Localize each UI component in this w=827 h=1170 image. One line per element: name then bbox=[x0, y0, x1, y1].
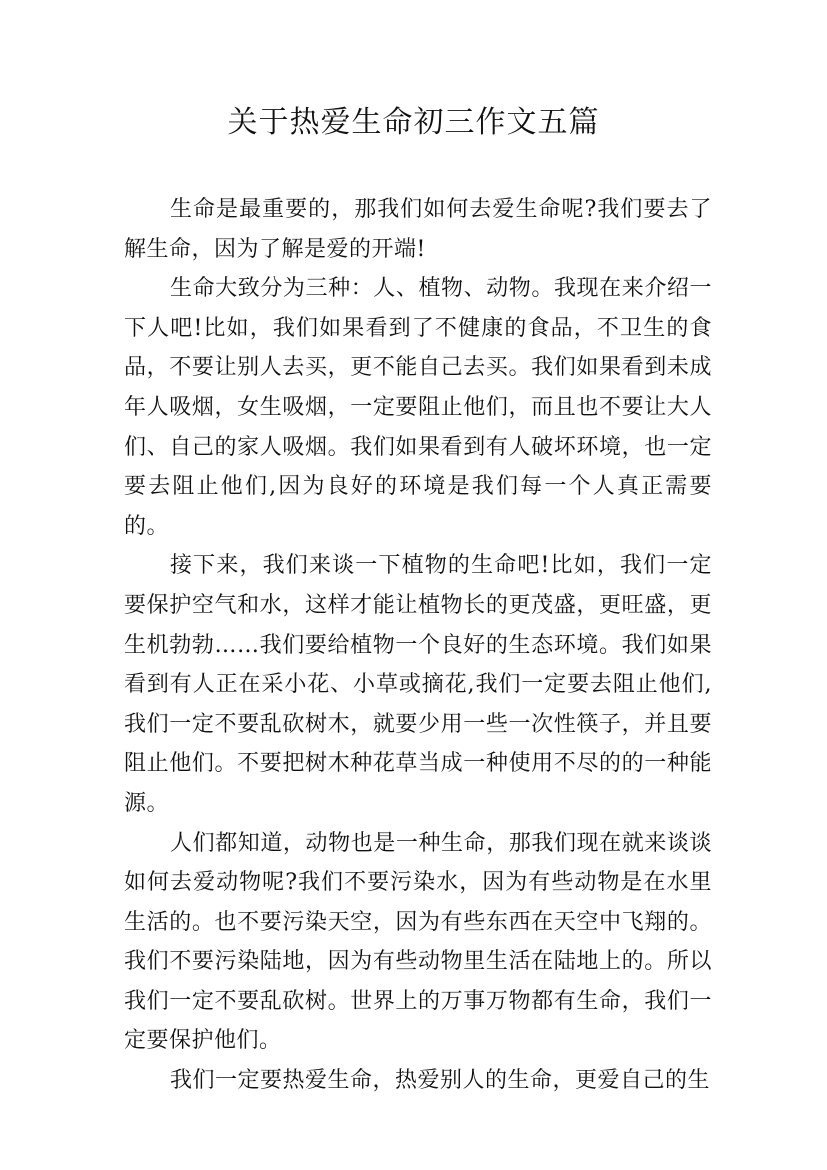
paragraph-2: 生命大致分为三种：人、植物、动物。我现在来介绍一下人吧!比如，我们如果看到了不健康的食品，不卫生的食品，不要让别人去买，更不能自己去买。我们如果看到未成年人吸烟，女生吸烟，一定要阻止他们，而且也不要让大人们、自己的家人吸烟。我们如果看到有人破坏环境，也一定要去阻止他们,因为良好的环境是我们每一个人真正需要的。 bbox=[124, 276, 712, 539]
paragraph-5: 我们一定要热爱生命，热爱别人的生命，更爱自己的生 bbox=[170, 1068, 711, 1094]
paragraph-3: 接下来，我们来谈一下植物的生命吧!比如，我们一定要保护空气和水，这样才能让植物长的更茂盛，更旺盛，更生机勃勃……我们要给植物一个良好的生态环境。我们如果看到有人正在采小花、小草或摘花,我们一定要去阻止他们,我们一定不要乱砍树木，就要少用一些一次性筷子，并且要阻止他们。不要把树木种花草当成一种使用不尽的的一种能源。 bbox=[124, 553, 712, 816]
paragraph-4: 人们都知道，动物也是一种生命，那我们现在就来谈谈如何去爱动物呢?我们不要污染水，因为有些动物是在水里生活的。也不要污染天空，因为有些东西在天空中飞翔的。我们不要污染陆地，因为有些动物里生活在陆地上的。所以我们一定不要乱砍树。世界上的万事万物都有生命，我们一定要保护他们。 bbox=[124, 830, 712, 1054]
document-body bbox=[124, 190, 712, 1101]
paragraph-1: 生命是最重要的，那我们如何去爱生命呢?我们要去了解生命，因为了解是爱的开端! bbox=[124, 197, 712, 262]
document-title: 关于热爱生命初三作文五篇 bbox=[227, 105, 600, 140]
